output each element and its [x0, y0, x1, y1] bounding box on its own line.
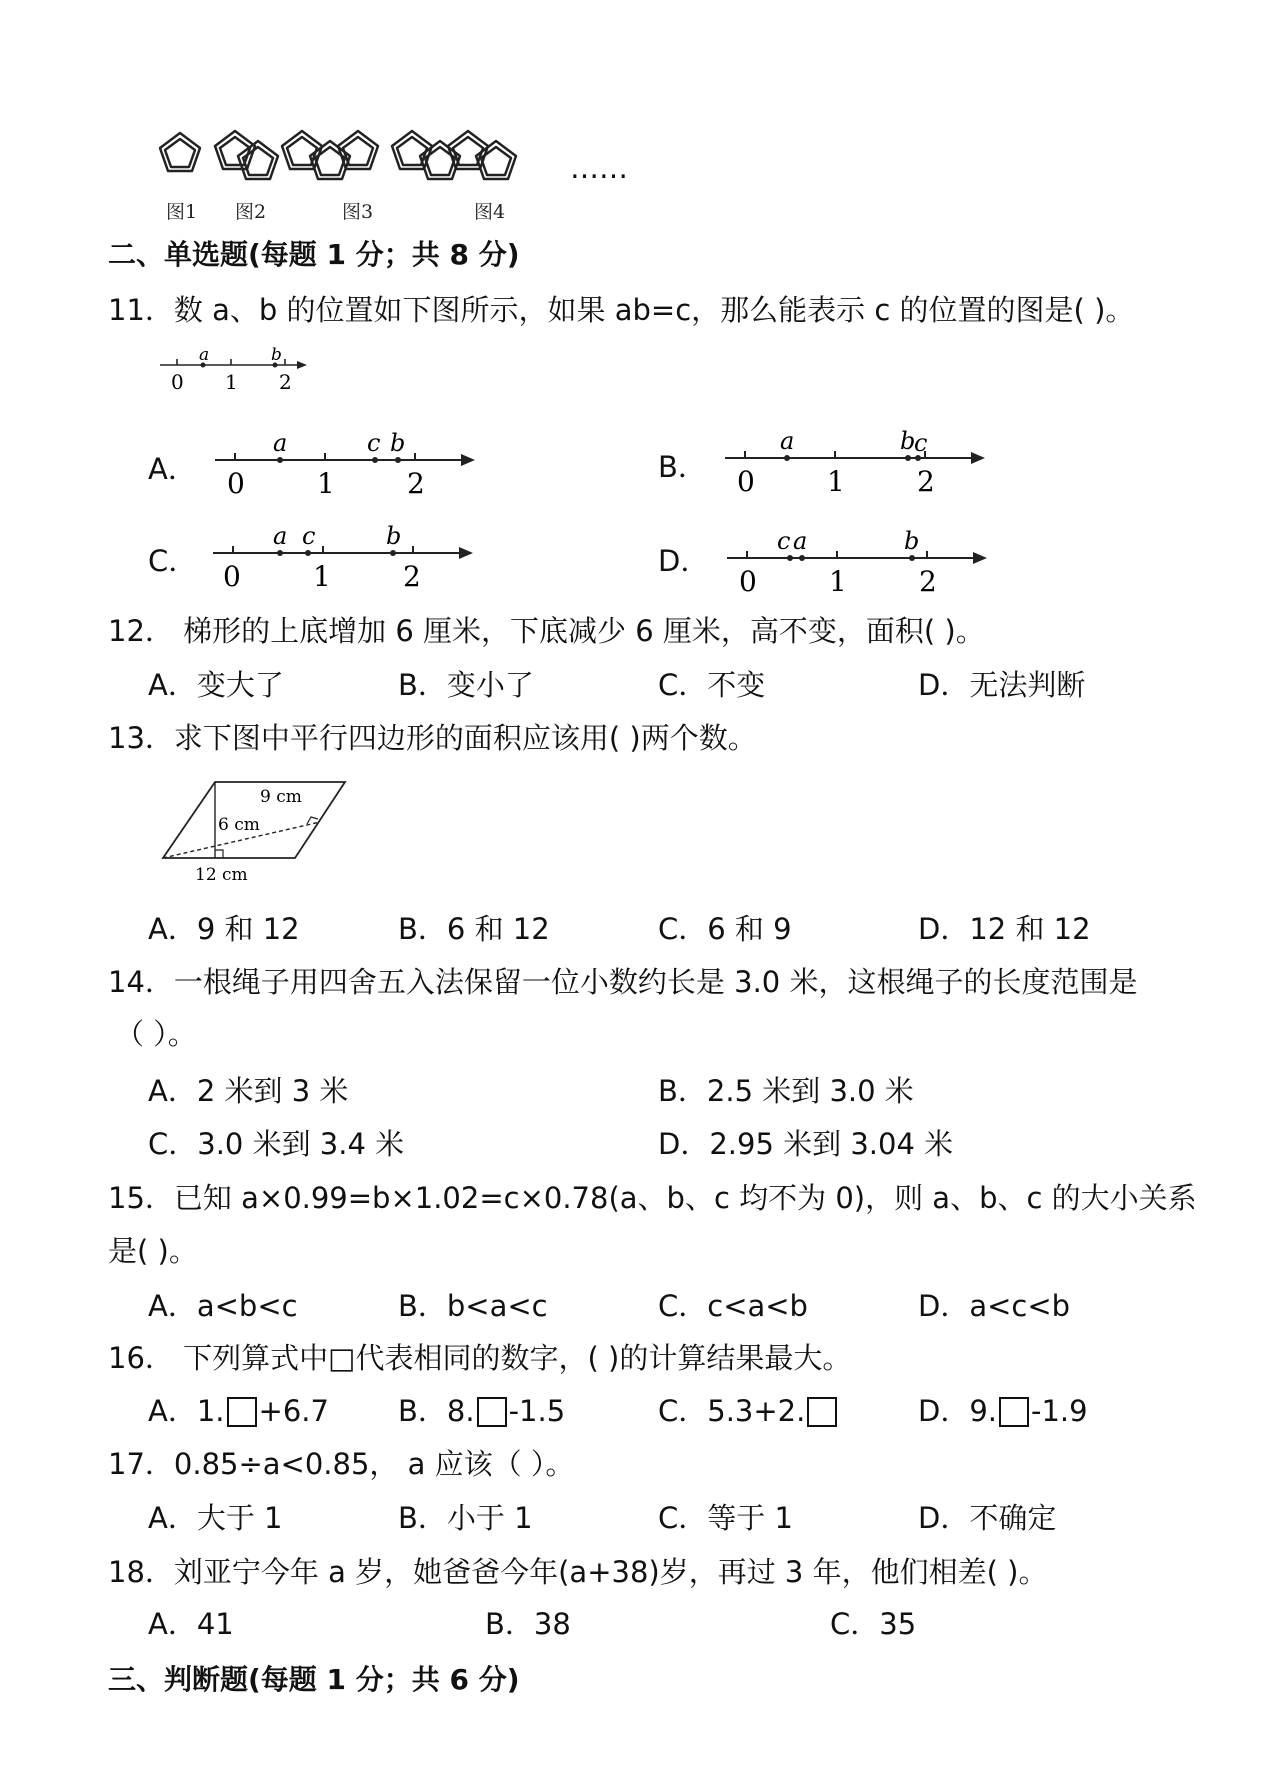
q13-label-6cm: 6 cm [218, 815, 260, 835]
pentagon-fig2 [215, 131, 278, 179]
q18-option-a[interactable]: A．41 [148, 1607, 234, 1641]
fig-label-4: 图4 [474, 201, 506, 223]
b-point-b: b [900, 427, 916, 455]
q13-option-b[interactable]: B．6 和 12 [398, 912, 550, 946]
q17-option-a[interactable]: A．大于 1 [148, 1501, 283, 1535]
q16-stem: 16． 下列算式中□代表相同的数字，( )的计算结果最大。 [108, 1341, 852, 1375]
a-tick-1: 1 [317, 467, 335, 500]
q14-stem-cont: （ ）。 [115, 1017, 197, 1051]
pentagon-fig3 [282, 131, 378, 179]
fig-label-3: 图3 [342, 201, 374, 223]
a-tick-0: 0 [227, 467, 245, 500]
q13-label-12cm: 12 cm [195, 865, 248, 885]
q15-option-b[interactable]: B．b<a<c [398, 1289, 548, 1323]
section3-title: 三、判断题(每题 1 分；共 6 分) [108, 1663, 520, 1696]
q11-option-c-letter[interactable]: C． [148, 544, 198, 578]
q12-option-b[interactable]: B．变小了 [398, 668, 534, 702]
b-tick-2: 2 [917, 465, 935, 498]
ref-tick-2: 2 [279, 370, 292, 394]
q11-option-d-number-line[interactable] [722, 523, 992, 603]
q12-option-d[interactable]: D．无法判断 [918, 668, 1086, 702]
c-tick-2: 2 [403, 560, 421, 593]
a-tick-2: 2 [407, 467, 425, 500]
q16-a-post: +6.7 [258, 1394, 329, 1428]
q13-option-d[interactable]: D．12 和 12 [918, 912, 1091, 946]
q14-option-b[interactable]: B．2.5 米到 3.0 米 [658, 1074, 914, 1108]
q14-option-d[interactable]: D．2.95 米到 3.04 米 [658, 1127, 954, 1161]
q16-option-c[interactable] [658, 1393, 839, 1429]
blank-box [807, 1397, 837, 1427]
ref-tick-0: 0 [171, 370, 184, 394]
b-point-a: a [780, 427, 795, 455]
d-tick-0: 0 [739, 565, 757, 598]
q16-b-pre: B．8. [398, 1394, 475, 1428]
d-tick-1: 1 [829, 565, 847, 598]
q16-d-post: -1.9 [1031, 1394, 1088, 1428]
q11-option-c-number-line[interactable] [208, 518, 478, 598]
q11-option-a-letter[interactable]: A． [148, 452, 197, 486]
d-tick-2: 2 [919, 565, 937, 598]
q16-option-a[interactable] [148, 1393, 329, 1429]
q17-option-b[interactable]: B．小于 1 [398, 1501, 533, 1535]
q16-c-pre: C．5.3+2. [658, 1394, 806, 1428]
q14-option-c[interactable]: C．3.0 米到 3.4 米 [148, 1127, 405, 1161]
a-point-a: a [273, 429, 288, 457]
q15-option-c[interactable]: C．c<a<b [658, 1289, 808, 1323]
pattern-ellipsis: …… [570, 151, 628, 185]
q17-stem: 17．0.85÷a<0.85， a 应该（ ）。 [108, 1447, 575, 1481]
d-point-a: a [793, 527, 808, 555]
a-point-b: b [390, 429, 406, 457]
a-point-c: c [367, 429, 381, 457]
q13-option-c[interactable]: C．6 和 9 [658, 912, 792, 946]
q16-a-pre: A．1. [148, 1394, 225, 1428]
q12-stem: 12． 梯形的上底增加 6 厘米，下底减少 6 厘米，高不变，面积( )。 [108, 614, 985, 648]
q13-parallelogram-figure [155, 770, 355, 895]
q18-option-b[interactable]: B．38 [485, 1607, 571, 1641]
pentagon-fig4 [392, 131, 516, 179]
q11-option-b-number-line[interactable] [720, 423, 990, 503]
q11-reference-number-line [155, 345, 315, 405]
q15-stem: 15．已知 a×0.99=b×1.02=c×0.78(a、b、c 均不为 0)，则 a、b、c 的大小关系 [108, 1181, 1197, 1215]
c-point-b: b [386, 522, 402, 550]
c-tick-0: 0 [223, 560, 241, 593]
b-tick-0: 0 [737, 465, 755, 498]
q16-b-post: -1.5 [508, 1394, 566, 1428]
q11-option-d-letter[interactable]: D． [658, 544, 710, 578]
c-point-c: c [302, 522, 316, 550]
q18-stem: 18．刘亚宁今年 a 岁，她爸爸今年(a+38)岁，再过 3 年，他们相差( )。 [108, 1555, 1048, 1589]
ref-point-a: a [199, 345, 210, 365]
fig-label-1: 图1 [166, 201, 198, 223]
q14-option-a[interactable]: A．2 米到 3 米 [148, 1074, 349, 1108]
q13-stem: 13．求下图中平行四边形的面积应该用( )两个数。 [108, 721, 757, 755]
q11-option-b-letter[interactable]: B． [658, 450, 707, 484]
b-point-c: c [914, 429, 928, 457]
q12-option-a[interactable]: A．变大了 [148, 668, 284, 702]
fig-label-2: 图2 [235, 201, 267, 223]
blank-box [227, 1397, 257, 1427]
q16-option-d[interactable] [918, 1393, 1088, 1429]
q15-option-d[interactable]: D．a<c<b [918, 1289, 1071, 1323]
c-tick-1: 1 [313, 560, 331, 593]
q14-stem: 14．一根绳子用四舍五入法保留一位小数约长是 3.0 米，这根绳子的长度范围是 [108, 965, 1138, 999]
blank-box [999, 1397, 1029, 1427]
pentagon-fig1 [160, 133, 200, 171]
ref-tick-1: 1 [225, 370, 238, 394]
section2-title: 二、单选题(每题 1 分；共 8 分) [108, 238, 520, 271]
q16-d-pre: D．9. [918, 1394, 997, 1428]
q15-stem-cont: 是( )。 [108, 1234, 198, 1268]
b-tick-1: 1 [827, 465, 845, 498]
blank-box [477, 1397, 507, 1427]
ref-point-b: b [271, 345, 282, 365]
q16-option-b[interactable] [398, 1393, 565, 1429]
d-point-c: c [777, 527, 791, 555]
q15-option-a[interactable]: A．a<b<c [148, 1289, 298, 1323]
c-point-a: a [273, 522, 288, 550]
q13-label-9cm: 9 cm [260, 787, 302, 807]
q12-option-c[interactable]: C．不变 [658, 668, 766, 702]
q17-option-c[interactable]: C．等于 1 [658, 1501, 793, 1535]
q11-option-a-number-line[interactable] [210, 425, 480, 505]
d-point-b: b [904, 527, 920, 555]
q17-option-d[interactable]: D．不确定 [918, 1501, 1057, 1535]
q18-option-c[interactable]: C．35 [830, 1607, 917, 1641]
q13-option-a[interactable]: A．9 和 12 [148, 912, 300, 946]
pentagon-pattern-figure [150, 125, 630, 225]
q11-stem: 11．数 a、b 的位置如下图所示，如果 ab=c，那么能表示 c 的位置的图是( )。 [108, 293, 1135, 327]
